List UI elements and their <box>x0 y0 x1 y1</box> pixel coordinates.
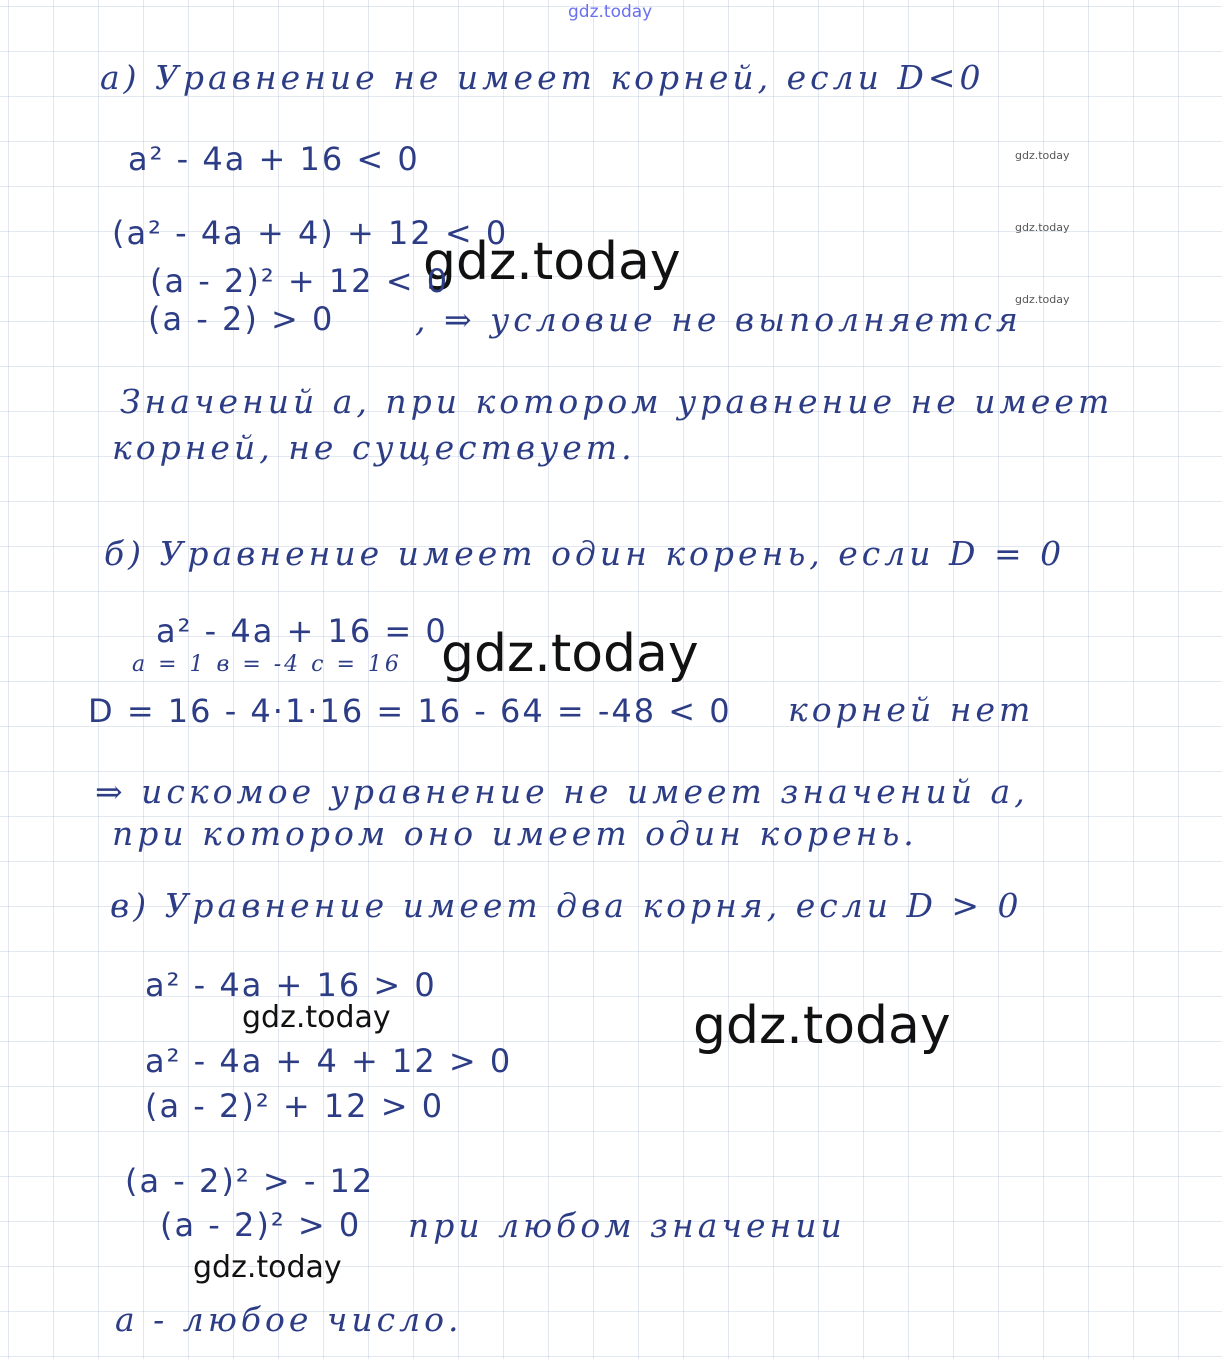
large-watermark: gdz.today <box>423 232 681 292</box>
part-a-conclusion-2: корней, не существует. <box>112 428 636 467</box>
part-b-coefficients: a = 1 в = -4 c = 16 <box>132 652 402 677</box>
part-a-line-1: a² - 4a + 16 < 0 <box>128 140 420 178</box>
part-c-line-1: a² - 4a + 16 > 0 <box>145 966 437 1004</box>
part-a-implies: , ⇒ условие не выполняется <box>415 300 1022 339</box>
part-b-heading: б) Уравнение имеет один корень, если D = 0 <box>104 534 1066 573</box>
part-a-conclusion-1: Значений a, при котором уравнение не имеет <box>120 382 1114 421</box>
part-c-line-5: (a - 2)² > 0 <box>160 1206 362 1244</box>
part-c-heading: в) Уравнение имеет два корня, если D > 0 <box>110 886 1023 925</box>
large-watermark: gdz.today <box>441 624 699 684</box>
small-watermark: gdz.today <box>1015 293 1070 306</box>
part-c-line-4: (a - 2)² > - 12 <box>125 1162 375 1200</box>
part-c-line-3: (a - 2)² + 12 > 0 <box>145 1087 445 1125</box>
part-c-any-value: при любом значении <box>408 1206 846 1245</box>
part-b-conclusion-2: при котором оно имеет один корень. <box>112 814 918 853</box>
part-a-heading: а) Уравнение не имеет корней, если D<0 <box>100 58 985 97</box>
part-c-line-2: a² - 4a + 4 + 12 > 0 <box>145 1042 513 1080</box>
header-watermark: gdz.today <box>568 2 653 22</box>
small-watermark: gdz.today <box>1015 149 1070 162</box>
large-watermark: gdz.today <box>242 1000 391 1035</box>
large-watermark: gdz.today <box>693 996 951 1056</box>
large-watermark: gdz.today <box>193 1250 342 1285</box>
part-a-line-2: (a² - 4a + 4) + 12 < 0 <box>112 214 509 252</box>
part-c-conclusion: a - любое число. <box>115 1300 463 1339</box>
part-b-discriminant: D = 16 - 4·1·16 = 16 - 64 = -48 < 0 <box>88 692 732 730</box>
part-a-line-3: (a - 2)² + 12 < 0 <box>150 262 450 300</box>
part-b-conclusion-1: ⇒ искомое уравнение не имеет значений a, <box>95 772 1029 811</box>
part-b-no-roots: корней нет <box>788 690 1035 729</box>
small-watermark: gdz.today <box>1015 221 1070 234</box>
part-b-equation: a² - 4a + 16 = 0 <box>156 612 448 650</box>
part-a-line-4: (a - 2) > 0 <box>148 300 335 338</box>
